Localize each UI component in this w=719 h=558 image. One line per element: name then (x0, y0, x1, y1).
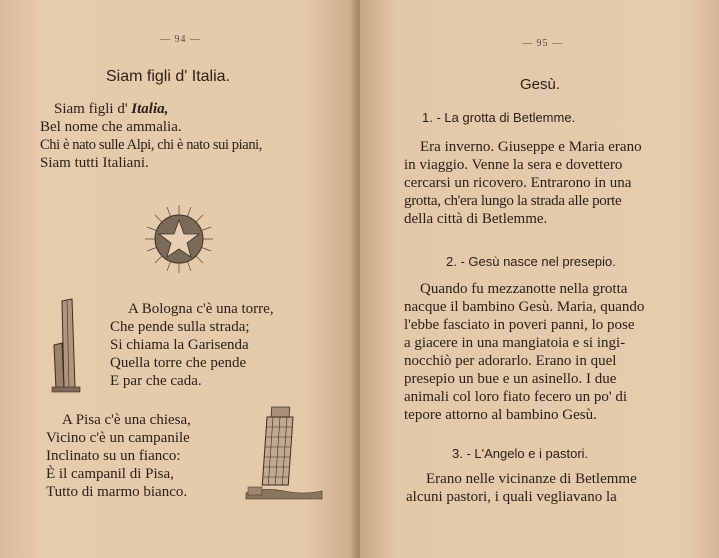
garisenda-tower-icon (48, 295, 84, 393)
section1-line-3: cercarsi un ricovero. Entrarono in una (404, 175, 632, 191)
poem2-line-4: Quella torre che pende (110, 355, 247, 371)
left-page (0, 0, 358, 558)
poem3-line-4: È il campanil di Pisa, (46, 466, 174, 482)
poem1-line-2: Bel nome che ammalia. (40, 119, 182, 135)
poem1-line-4: Siam tutti Italiani. (40, 155, 149, 171)
star-emblem-icon (143, 203, 215, 275)
section2-line-7: animali col loro fiato fecero un po' di (404, 389, 628, 405)
section2-line-6: presepio un bue e un asinello. I due (404, 371, 617, 387)
poem1-line-3: Chi è nato sulle Alpi, chi è nato sui piani, (40, 137, 263, 153)
poem2-line-1: A Bologna c'è una torre, (128, 301, 274, 317)
poem2-line-3: Si chiama la Garisenda (110, 337, 249, 353)
poem3-line-2: Vicino c'è un campanile (46, 430, 190, 446)
section2-line-3: l'ebbe fasciato in poveri panni, lo pose (404, 317, 635, 333)
poem1-line-1-italic: Italia, (131, 101, 169, 117)
section2-line-2: nacque il bambino Gesù. Maria, quando (404, 299, 645, 315)
poem3-line-3: Inclinato su un fianco: (46, 448, 181, 464)
poem3-line-1: A Pisa c'è una chiesa, (62, 412, 191, 428)
section2-line-5: nocchiò per adorarlo. Erano in quel (404, 353, 617, 369)
poem1-line-1 (54, 100, 168, 118)
poem3-line-5: Tutto di marmo bianco. (46, 484, 188, 500)
poem2-line-5: E par che cada. (110, 373, 202, 389)
page-number-left: — 94 — (160, 34, 201, 45)
right-page (360, 0, 719, 558)
section2-line-8: tepore attorno al bambino Gesù. (404, 407, 597, 423)
section-heading-1: 1. - La grotta di Betlemme. (422, 110, 576, 125)
section3-line-1: Erano nelle vicinanze di Betlemme (426, 471, 637, 487)
poem2-line-2: Che pende sulla strada; (110, 319, 250, 335)
section-heading-2: 2. - Gesù nasce nel presepio. (446, 254, 616, 269)
section2-line-1: Quando fu mezzanotte nella grotta (420, 281, 628, 297)
section2-line-4: a giacere in una mangiatoia e si ingi- (404, 335, 626, 351)
left-page-title: Siam figli d' Italia. (106, 68, 230, 85)
leaning-tower-of-pisa-icon (244, 403, 324, 501)
page-number-right: — 95 — (522, 38, 563, 49)
section1-line-5: della città di Betlemme. (404, 211, 548, 227)
section3-line-2: alcuni pastori, i quali vegliavano la (406, 489, 617, 505)
section1-line-4: grotta, ch'era lungo la strada alle porte (404, 193, 622, 209)
section1-line-1: Era inverno. Giuseppe e Maria erano (420, 139, 642, 155)
section1-line-2: in viaggio. Venne la sera e dovettero (404, 157, 623, 173)
poem1-line-1-prefix: Siam figli d' (54, 101, 132, 117)
section-heading-3: 3. - L'Angelo e i pastori. (452, 446, 589, 461)
right-page-title: Gesù. (520, 76, 561, 93)
